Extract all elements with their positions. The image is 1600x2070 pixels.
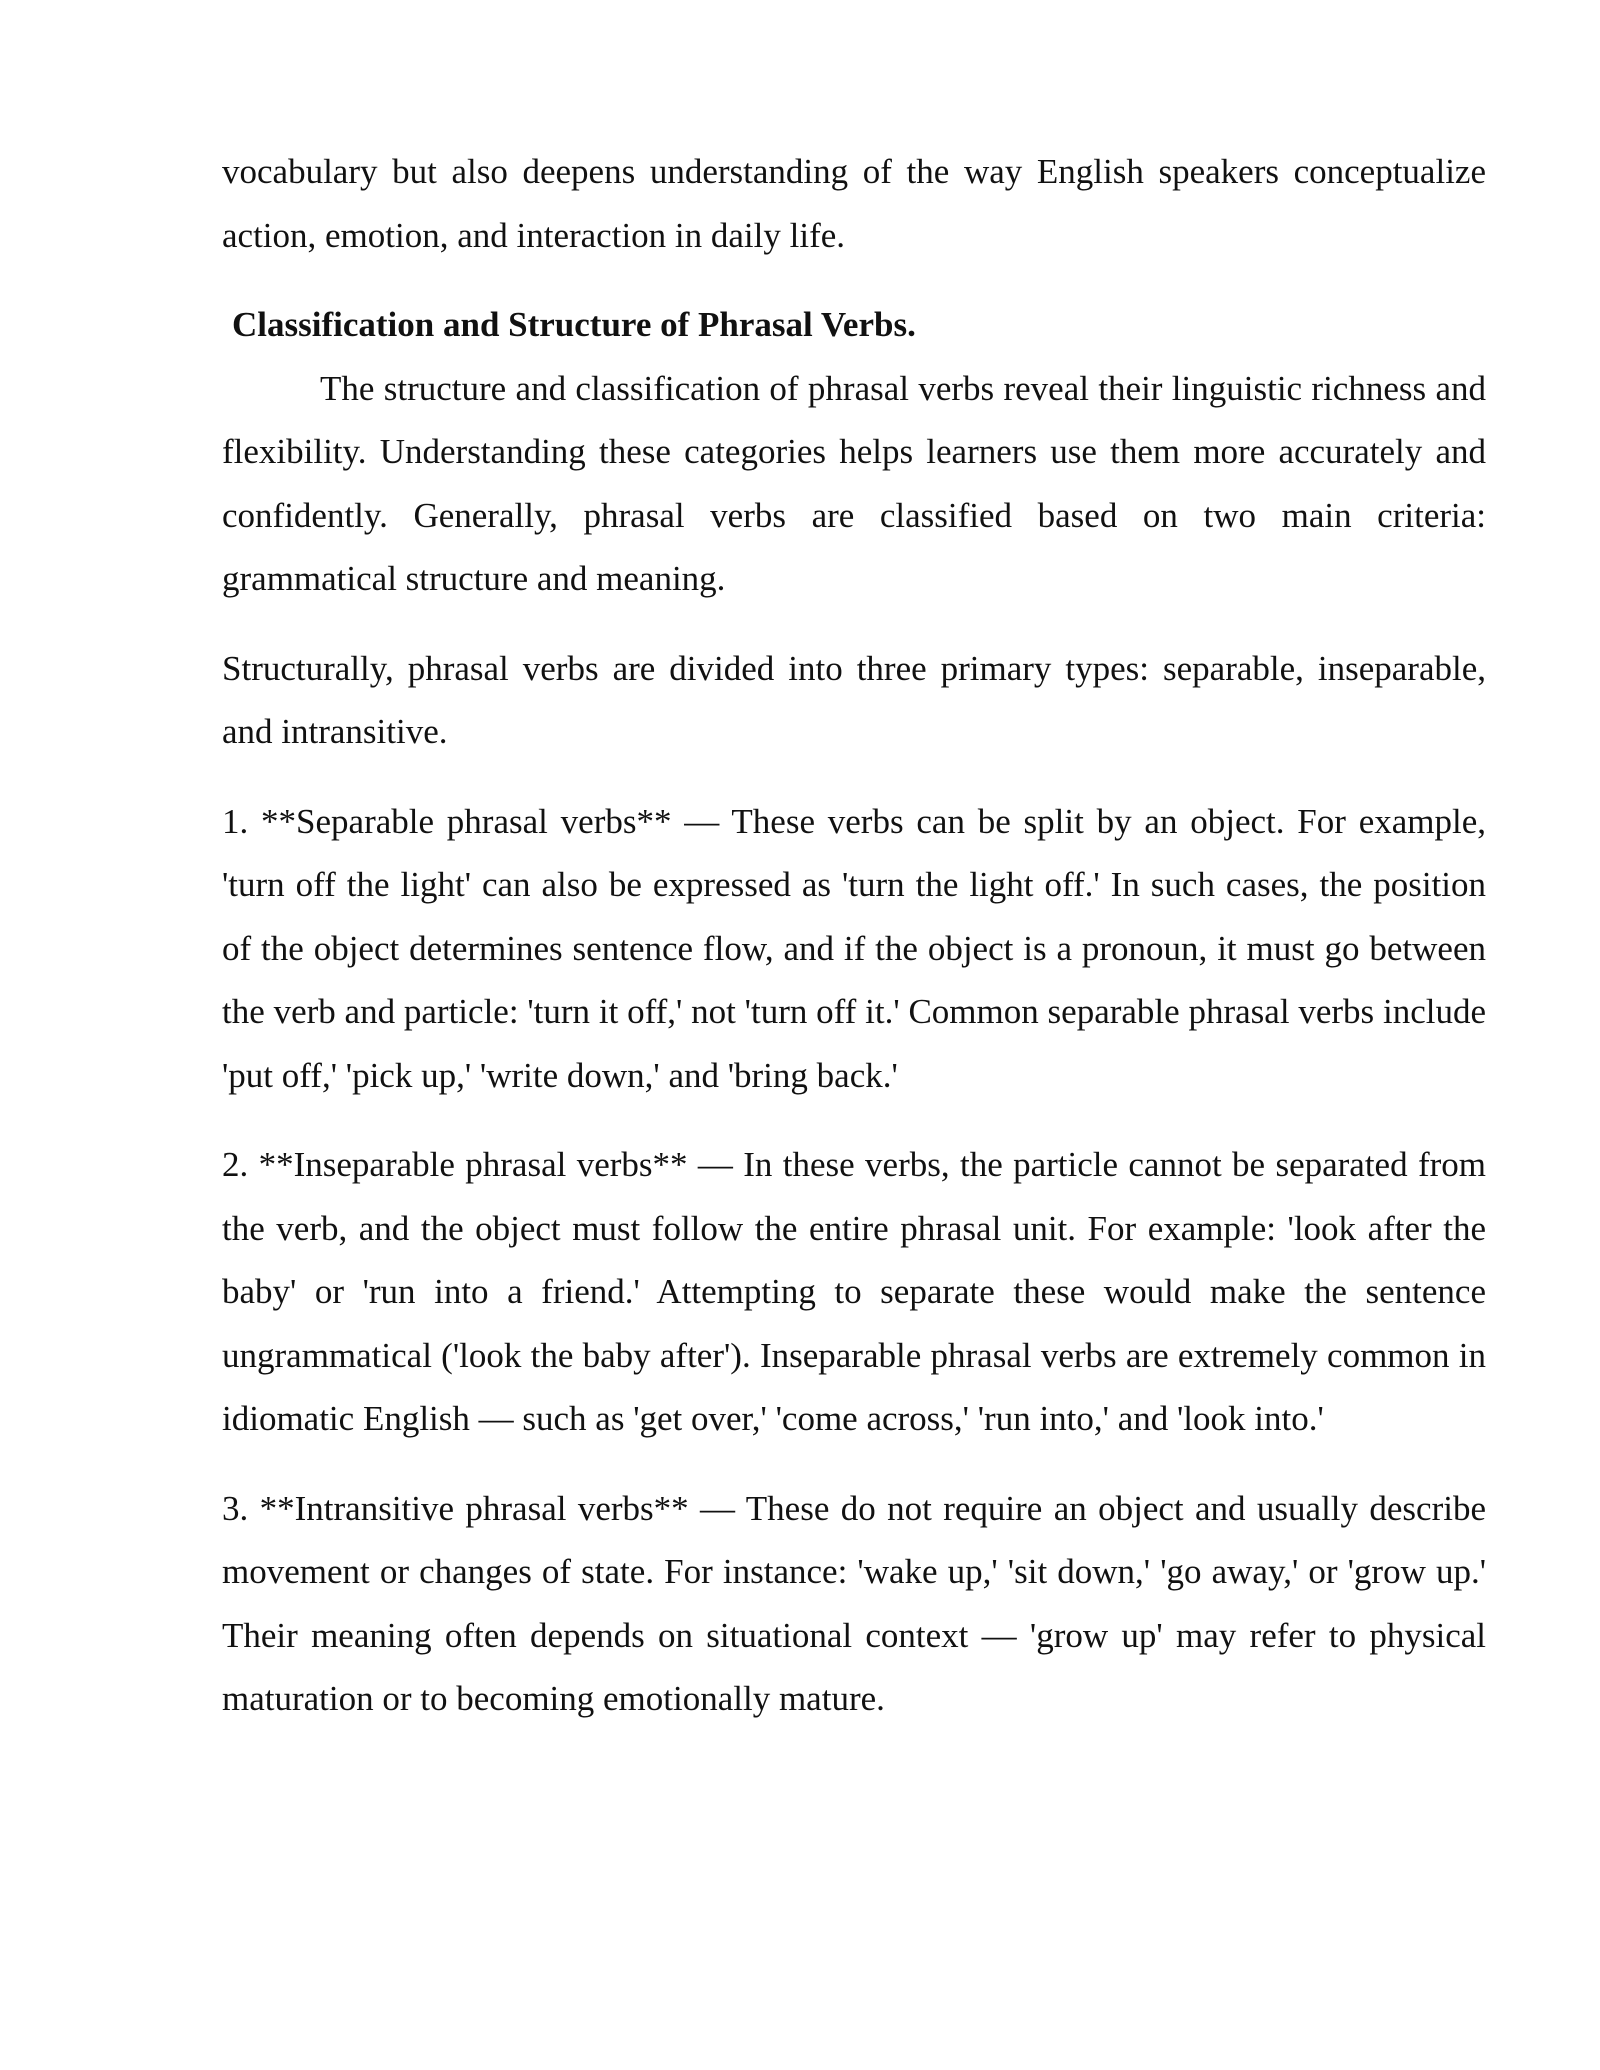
list-item-intransitive: 3. **Intransitive phrasal verbs** — These do not require an object and usually describe movement or changes of state. For instance: 'wake up,' 'sit down,' 'go away,' or 'grow up.' Their meaning often depends on situational context — 'grow up' may refer to physical maturation or to becoming emotionally mature.	[222, 1488, 1486, 1718]
intro-paragraph: The structure and classification of phrasal verbs reveal their linguistic richness and flexibility. Understanding these categories helps learners use them more accurately and confidently. Generally, phrasal verbs are classified based on two main criteria: grammatical structure and meaning.	[222, 368, 1486, 598]
section-heading: Classification and Structure of Phrasal Verbs.	[232, 305, 916, 344]
page-body	[222, 140, 1486, 1757]
list-item-separable: 1. **Separable phrasal verbs** — These verbs can be split by an object. For example, 'turn off the light' can also be expressed as 'turn the light off.' In such cases, the position of the object determines sentence flow, and if the object is a pronoun, it must go between the verb and particle: 'turn it off,' not 'turn off it.' Common separable phrasal verbs include 'put off,' 'pick up,' 'write down,' and 'bring back.'	[222, 801, 1486, 1095]
structural-paragraph: Structurally, phrasal verbs are divided into three primary types: separable, inseparable, and intransitive.	[222, 648, 1486, 751]
list-item-inseparable: 2. **Inseparable phrasal verbs** — In these verbs, the particle cannot be separated from the verb, and the object must follow the entire phrasal unit. For example: 'look after the baby' or 'run into a friend.' Attempting to separate these would make the sentence ungrammatical ('look the baby after'). Inseparable phrasal verbs are extremely common in idiomatic English — such as 'get over,' 'come across,' 'run into,' and 'look into.'	[222, 1145, 1486, 1438]
continuation-paragraph: vocabulary but also deepens understanding of the way English speakers conceptualize action, emotion, and interaction in daily life.	[222, 152, 1486, 255]
